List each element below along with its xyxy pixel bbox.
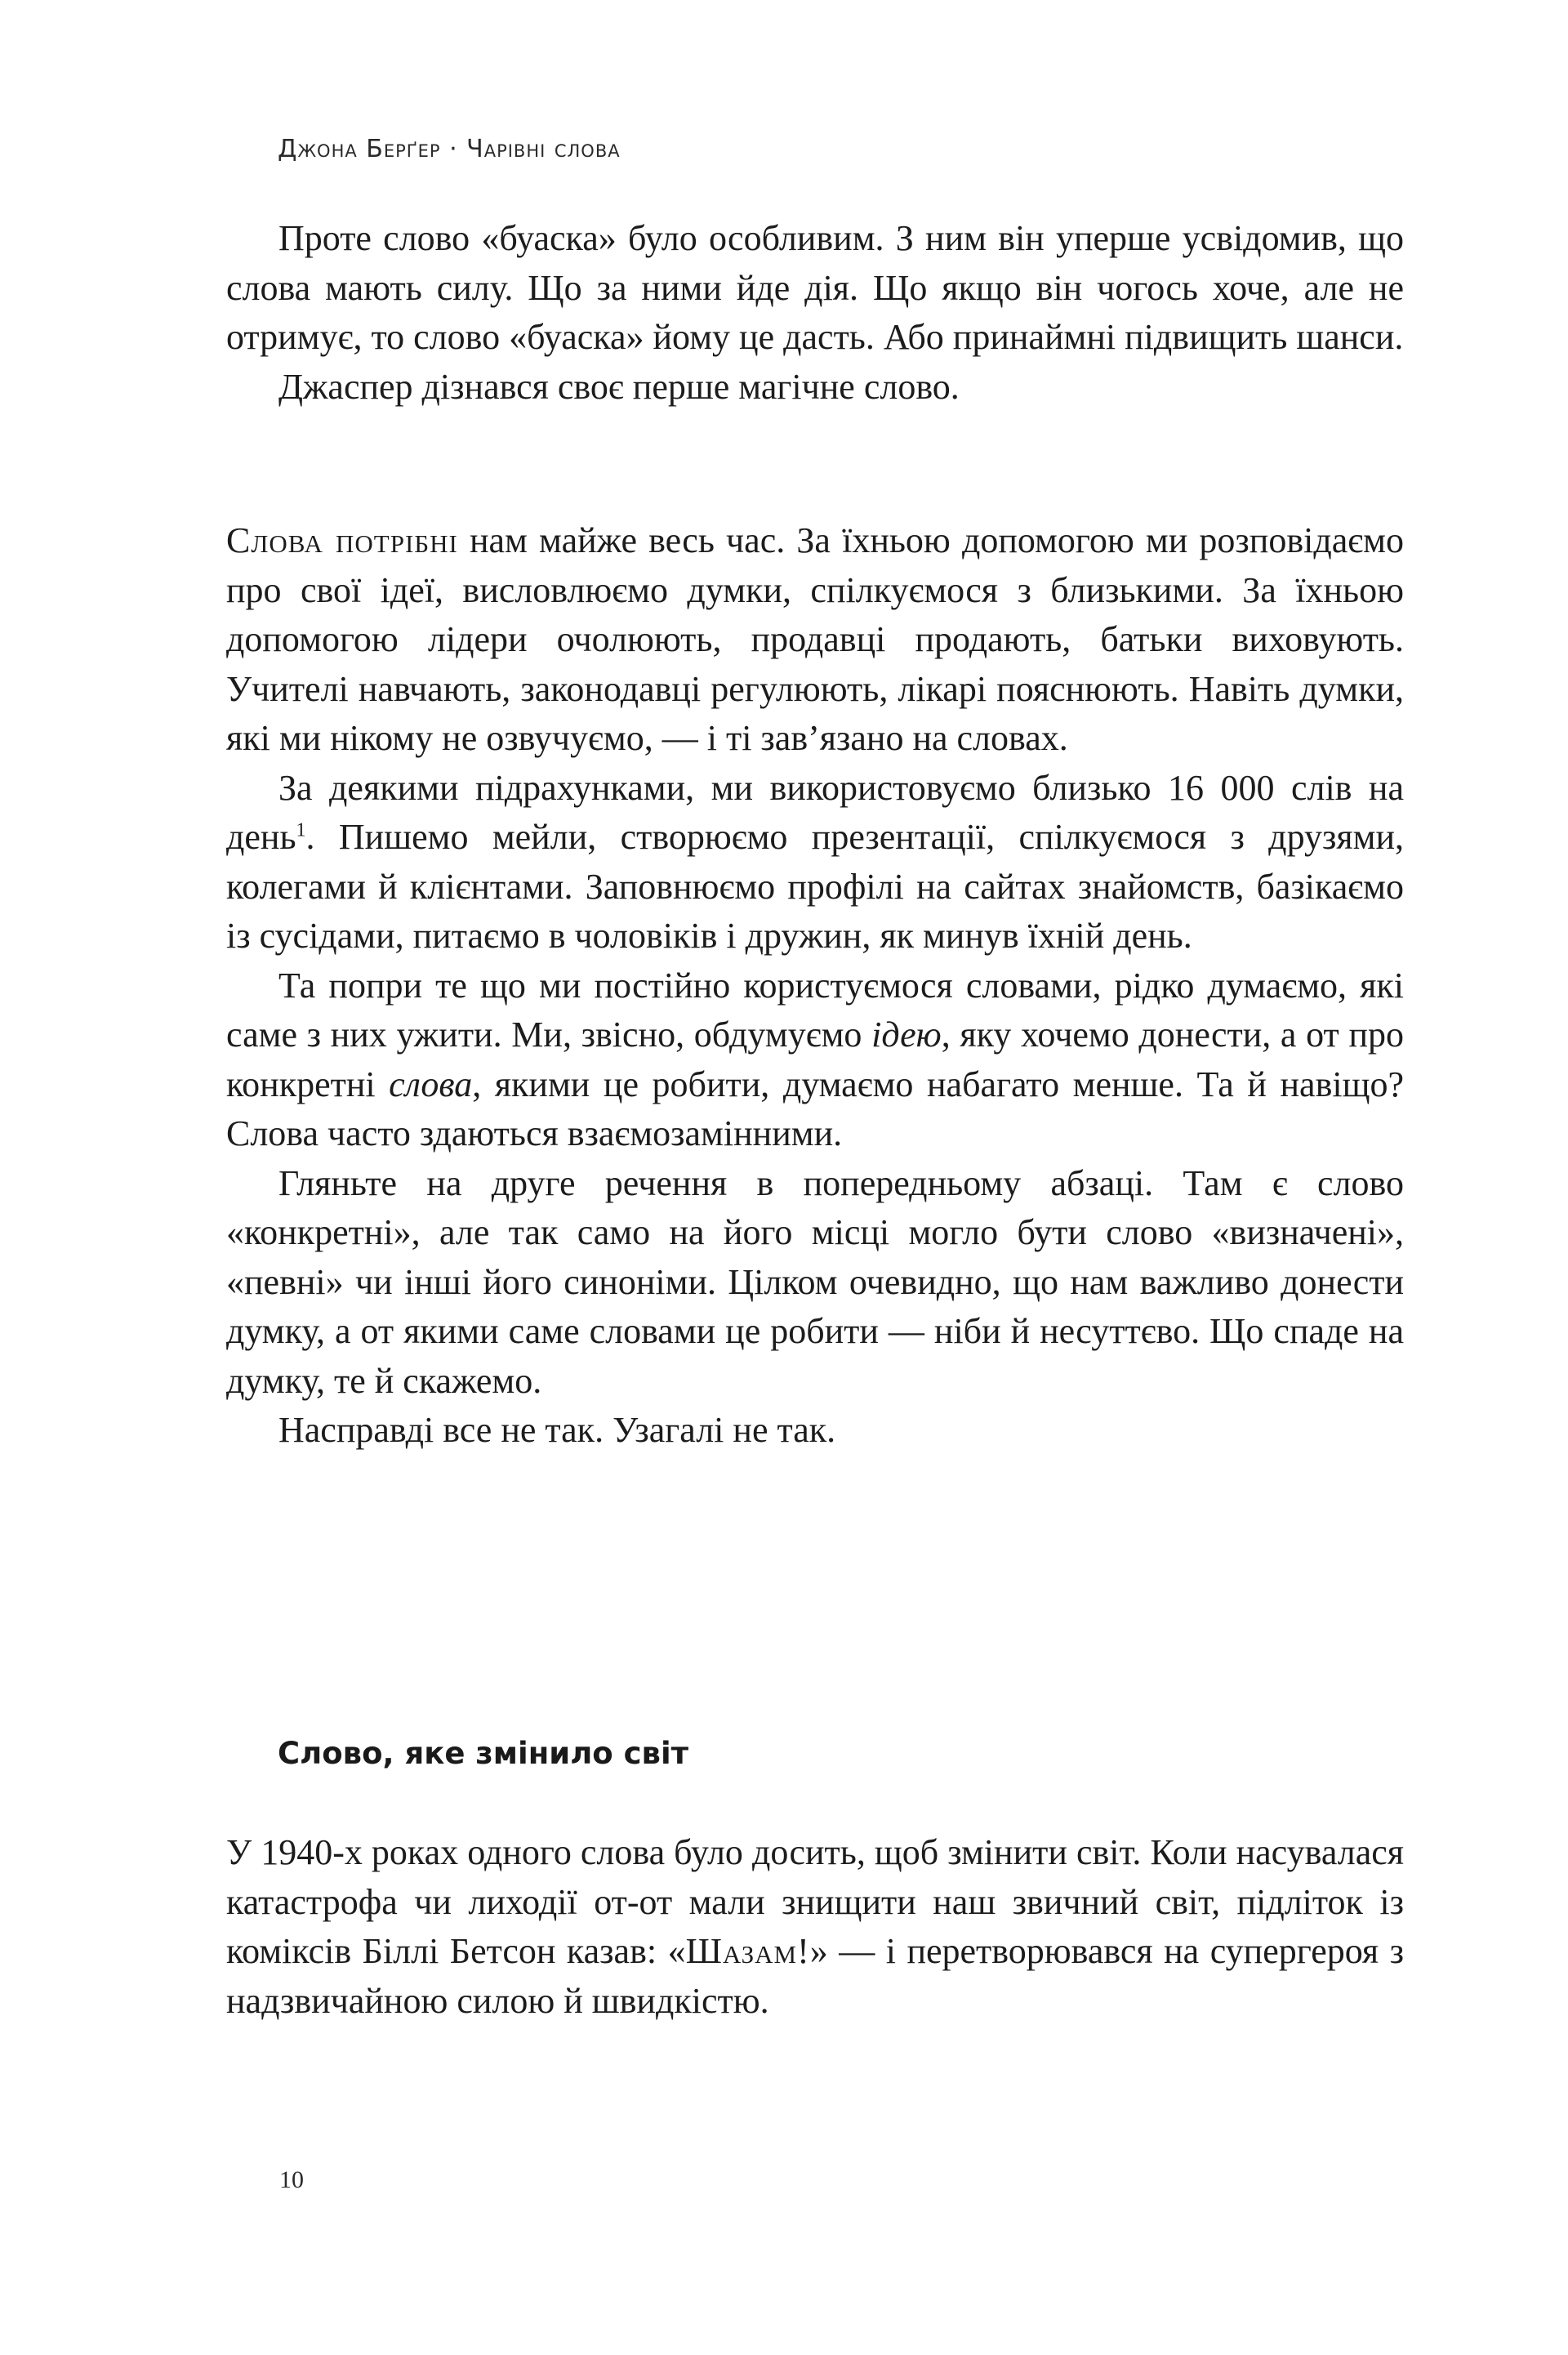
- paragraph-text: , яку хочемо донести, а от про конкретні: [226, 1015, 1404, 1104]
- paragraph: [226, 1159, 1404, 1407]
- paragraph: [226, 214, 1404, 363]
- paragraph: [226, 516, 1404, 764]
- main-text-block: [226, 516, 1404, 1456]
- paragraph-text: нам майже весь час. За їхньою допомогою ми розповідаємо про свої ідеї, висловлюємо думки, спілкуємося з близькими. За їхньою допомогою лідери очолюють, продавці продають, батьки виховують. Учителі навчають, законодавці регулюють, лікарі пояснюють. Навіть думки, які ми нікому не озвучуємо, — і ті зав’язано на словах.: [226, 520, 1404, 758]
- footnote-marker[interactable]: 1: [296, 819, 306, 841]
- paragraph-text: » — і перетворювався на супергероя з надзвичайною силою й швидкістю.: [226, 1931, 1404, 2021]
- running-head: Джона Берґер · Чарівні слова: [278, 135, 621, 163]
- paragraph: [226, 1406, 1404, 1456]
- paragraph-text: , якими це робити, думаємо набагато менше. Та й навіщо? Слова часто здаються взаємозамінними.: [226, 1064, 1404, 1153]
- paragraph: [226, 363, 1404, 413]
- small-caps-word: Шазам!: [685, 1931, 810, 1971]
- page-number: 10: [279, 2166, 304, 2193]
- italic-emphasis: слова: [389, 1064, 473, 1104]
- italic-emphasis: ідею: [871, 1015, 942, 1055]
- paragraph-text: Гляньте на друге речення в попередньому абзаці. Там є слово «конкретні», але так само на його місці могло бути слово «визначені», «певні» чи інші його синоніми. Цілком очевидно, що нам важливо донести думку, а от якими саме словами це робити — ніби й несуттєво. Що спаде на думку, те й скажемо.: [226, 1162, 1404, 1401]
- lead-in-small-caps: Слова потрібні: [226, 520, 458, 560]
- paragraph-text: Проте слово «буаска» було особливим. З ним він уперше усвідомив, що слова мають силу. Що за ними йде дія. Що якщо він чогось хоче, але не отримує, то слово «буаска» йому це дасть. Або принаймні підвищить шанси.: [226, 218, 1404, 357]
- paragraph: [226, 764, 1404, 961]
- paragraph-text: Та попри те що ми постійно користуємося словами, рідко думаємо, які саме з них ужити. Ми, звісно, обдумуємо: [226, 965, 1404, 1055]
- paragraph: [226, 1828, 1404, 2026]
- paragraph-text: Джаспер дізнався своє перше магічне слово.: [278, 366, 960, 407]
- paragraph-text: . Пишемо мейли, створюємо презентації, спілкуємося з друзями, колегами й клієнтами. Заповнюємо профілі на сайтах знайомств, базікаємо із сусідами, питаємо в чоловіків і дружин, як минув їхній день.: [226, 817, 1404, 956]
- paragraph: [226, 961, 1404, 1159]
- paragraph-text: Насправді все не так. Узагалі не так.: [278, 1410, 836, 1450]
- section-heading: Слово, яке змінило світ: [278, 1736, 689, 1771]
- paragraph-text: За деякими підрахунками, ми використовуємо близько 16 000 слів на день: [226, 767, 1404, 857]
- opening-text-block: [226, 214, 1404, 412]
- paragraph-text: У 1940-х роках одного слова було досить, щоб змінити світ. Коли насувалася катастрофа чи лиходії от-от мали знищити наш звичний світ, підліток із коміксів Біллі Бетсон казав: «: [226, 1832, 1404, 1971]
- section-text-block: [226, 1828, 1404, 2026]
